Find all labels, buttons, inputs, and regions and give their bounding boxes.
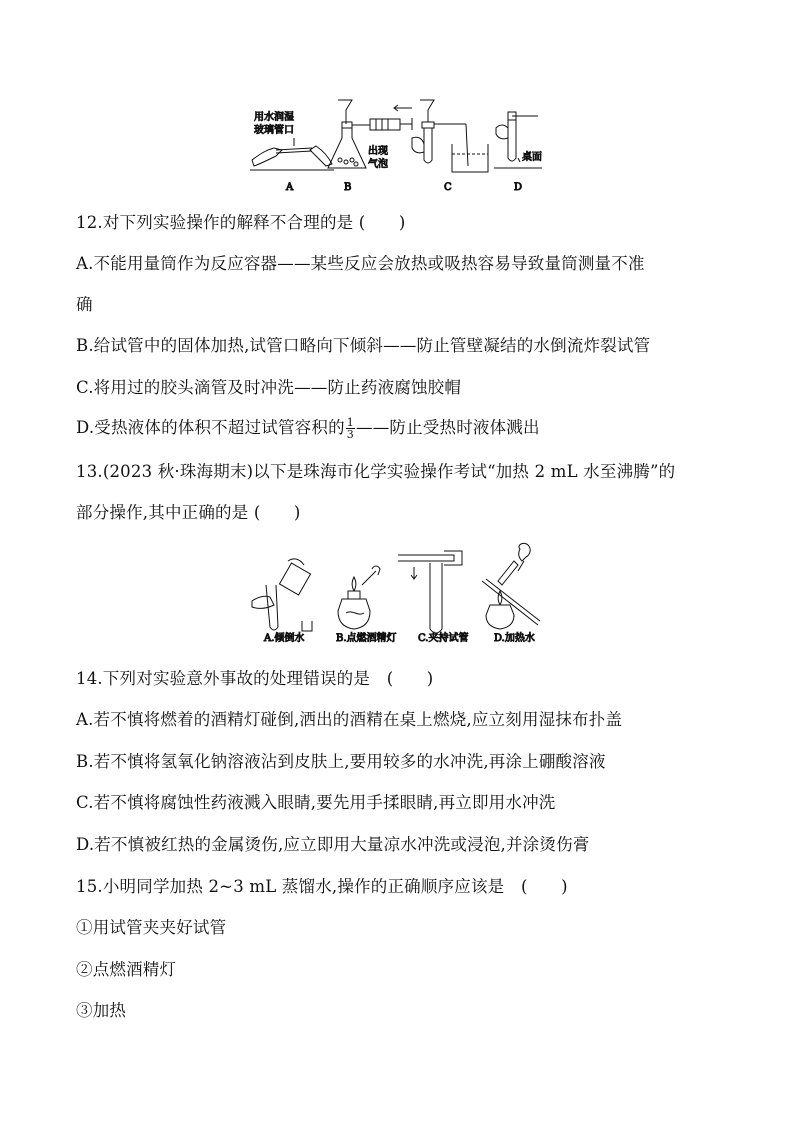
figure2-c-clamp <box>398 551 462 633</box>
q12-option-b: B.给试管中的固体加热,试管口略向下倾斜——防止管壁凝结的水倒流炸裂试管 <box>76 336 651 355</box>
figure-a-label-line1: 用水润湿 <box>254 112 294 123</box>
figure2-c-caption: C.夹持试管 <box>418 633 469 644</box>
figure2-d-caption: D.加热水 <box>494 633 535 644</box>
fraction-denominator: 3 <box>346 428 354 441</box>
figure-d-label: 桌面 <box>522 152 542 163</box>
q15-step-3: ③加热 <box>76 1001 127 1020</box>
q14-option-b: B.若不慎将氢氧化钠溶液沾到皮肤上,要用较多的水冲洗,再涂上硼酸溶液 <box>76 752 606 771</box>
figure2-b-lamp <box>338 566 380 629</box>
q14-option-c: C.若不慎将腐蚀性药液溅入眼睛,要先用手揉眼睛,再立即用水冲洗 <box>76 793 556 812</box>
figure-d-caption: D <box>514 182 523 193</box>
q15-stem: 15.小明同学加热 2~3 mL 蒸馏水,操作的正确顺序应该是 ( ) <box>76 877 568 896</box>
q14-option-d: D.若不慎被红热的金属烫伤,应立即用大量凉水冲洗或浸泡,并涂烫伤膏 <box>76 835 590 854</box>
figure-c-caption: C <box>444 182 452 193</box>
figure-a-label-line2: 玻璃管口 <box>254 125 294 136</box>
figure-b-label-line2: 气泡 <box>368 159 388 170</box>
apparatus-figure-1 <box>246 98 546 194</box>
apparatus-figure-2 <box>248 541 548 645</box>
q14-option-a: A.若不慎将燃着的酒精灯碰倒,洒出的酒精在桌上燃烧,应立刻用湿抹布扑盖 <box>76 710 623 729</box>
q12-option-a-line2: 确 <box>76 295 93 314</box>
q15-step-2: ②点燃酒精灯 <box>76 960 177 979</box>
q12-option-d <box>76 417 540 440</box>
figure2-a-pouring <box>252 559 312 631</box>
figure-a-hands-tube <box>252 138 332 166</box>
figure2-b-caption: B.点燃酒精灯 <box>336 633 397 644</box>
q12-option-d-text-after: ——防止受热时液体溅出 <box>356 418 540 437</box>
q12-option-a-line1: A.不能用量筒作为反应容器——某些反应会放热或吸热容易导致量筒测量不准 <box>76 254 645 273</box>
figure2-d-heating <box>482 543 540 629</box>
figure-b-label-line1: 出现 <box>368 146 388 157</box>
q12-option-c: C.将用过的胶头滴管及时冲洗——防止药液腐蚀胶帽 <box>76 378 462 397</box>
figure-c-tube-beaker <box>412 100 488 172</box>
one-third-fraction <box>346 417 355 440</box>
figure2-a-caption: A.倾倒水 <box>264 633 305 644</box>
figure-a-caption: A <box>286 182 294 193</box>
figure-b-flask-syringe <box>328 100 412 168</box>
fraction-numerator: 1 <box>346 416 354 429</box>
q14-stem: 14.下列对实验意外事故的处理错误的是 ( ) <box>76 669 434 688</box>
q13-stem-line2: 部分操作,其中正确的是 ( ) <box>76 503 301 522</box>
q12-stem: 12.对下列实验操作的解释不合理的是 ( ) <box>76 213 406 232</box>
q15-step-1: ①用试管夹夹好试管 <box>76 918 227 937</box>
q12-option-d-text-before: D.受热液体的体积不超过试管容积的 <box>76 418 345 437</box>
q13-stem-line1: 13.(2023 秋·珠海期末)以下是珠海市化学实验操作考试“加热 2 mL 水至沸腾”的 <box>76 462 676 481</box>
figure-b-caption: B <box>344 182 352 193</box>
